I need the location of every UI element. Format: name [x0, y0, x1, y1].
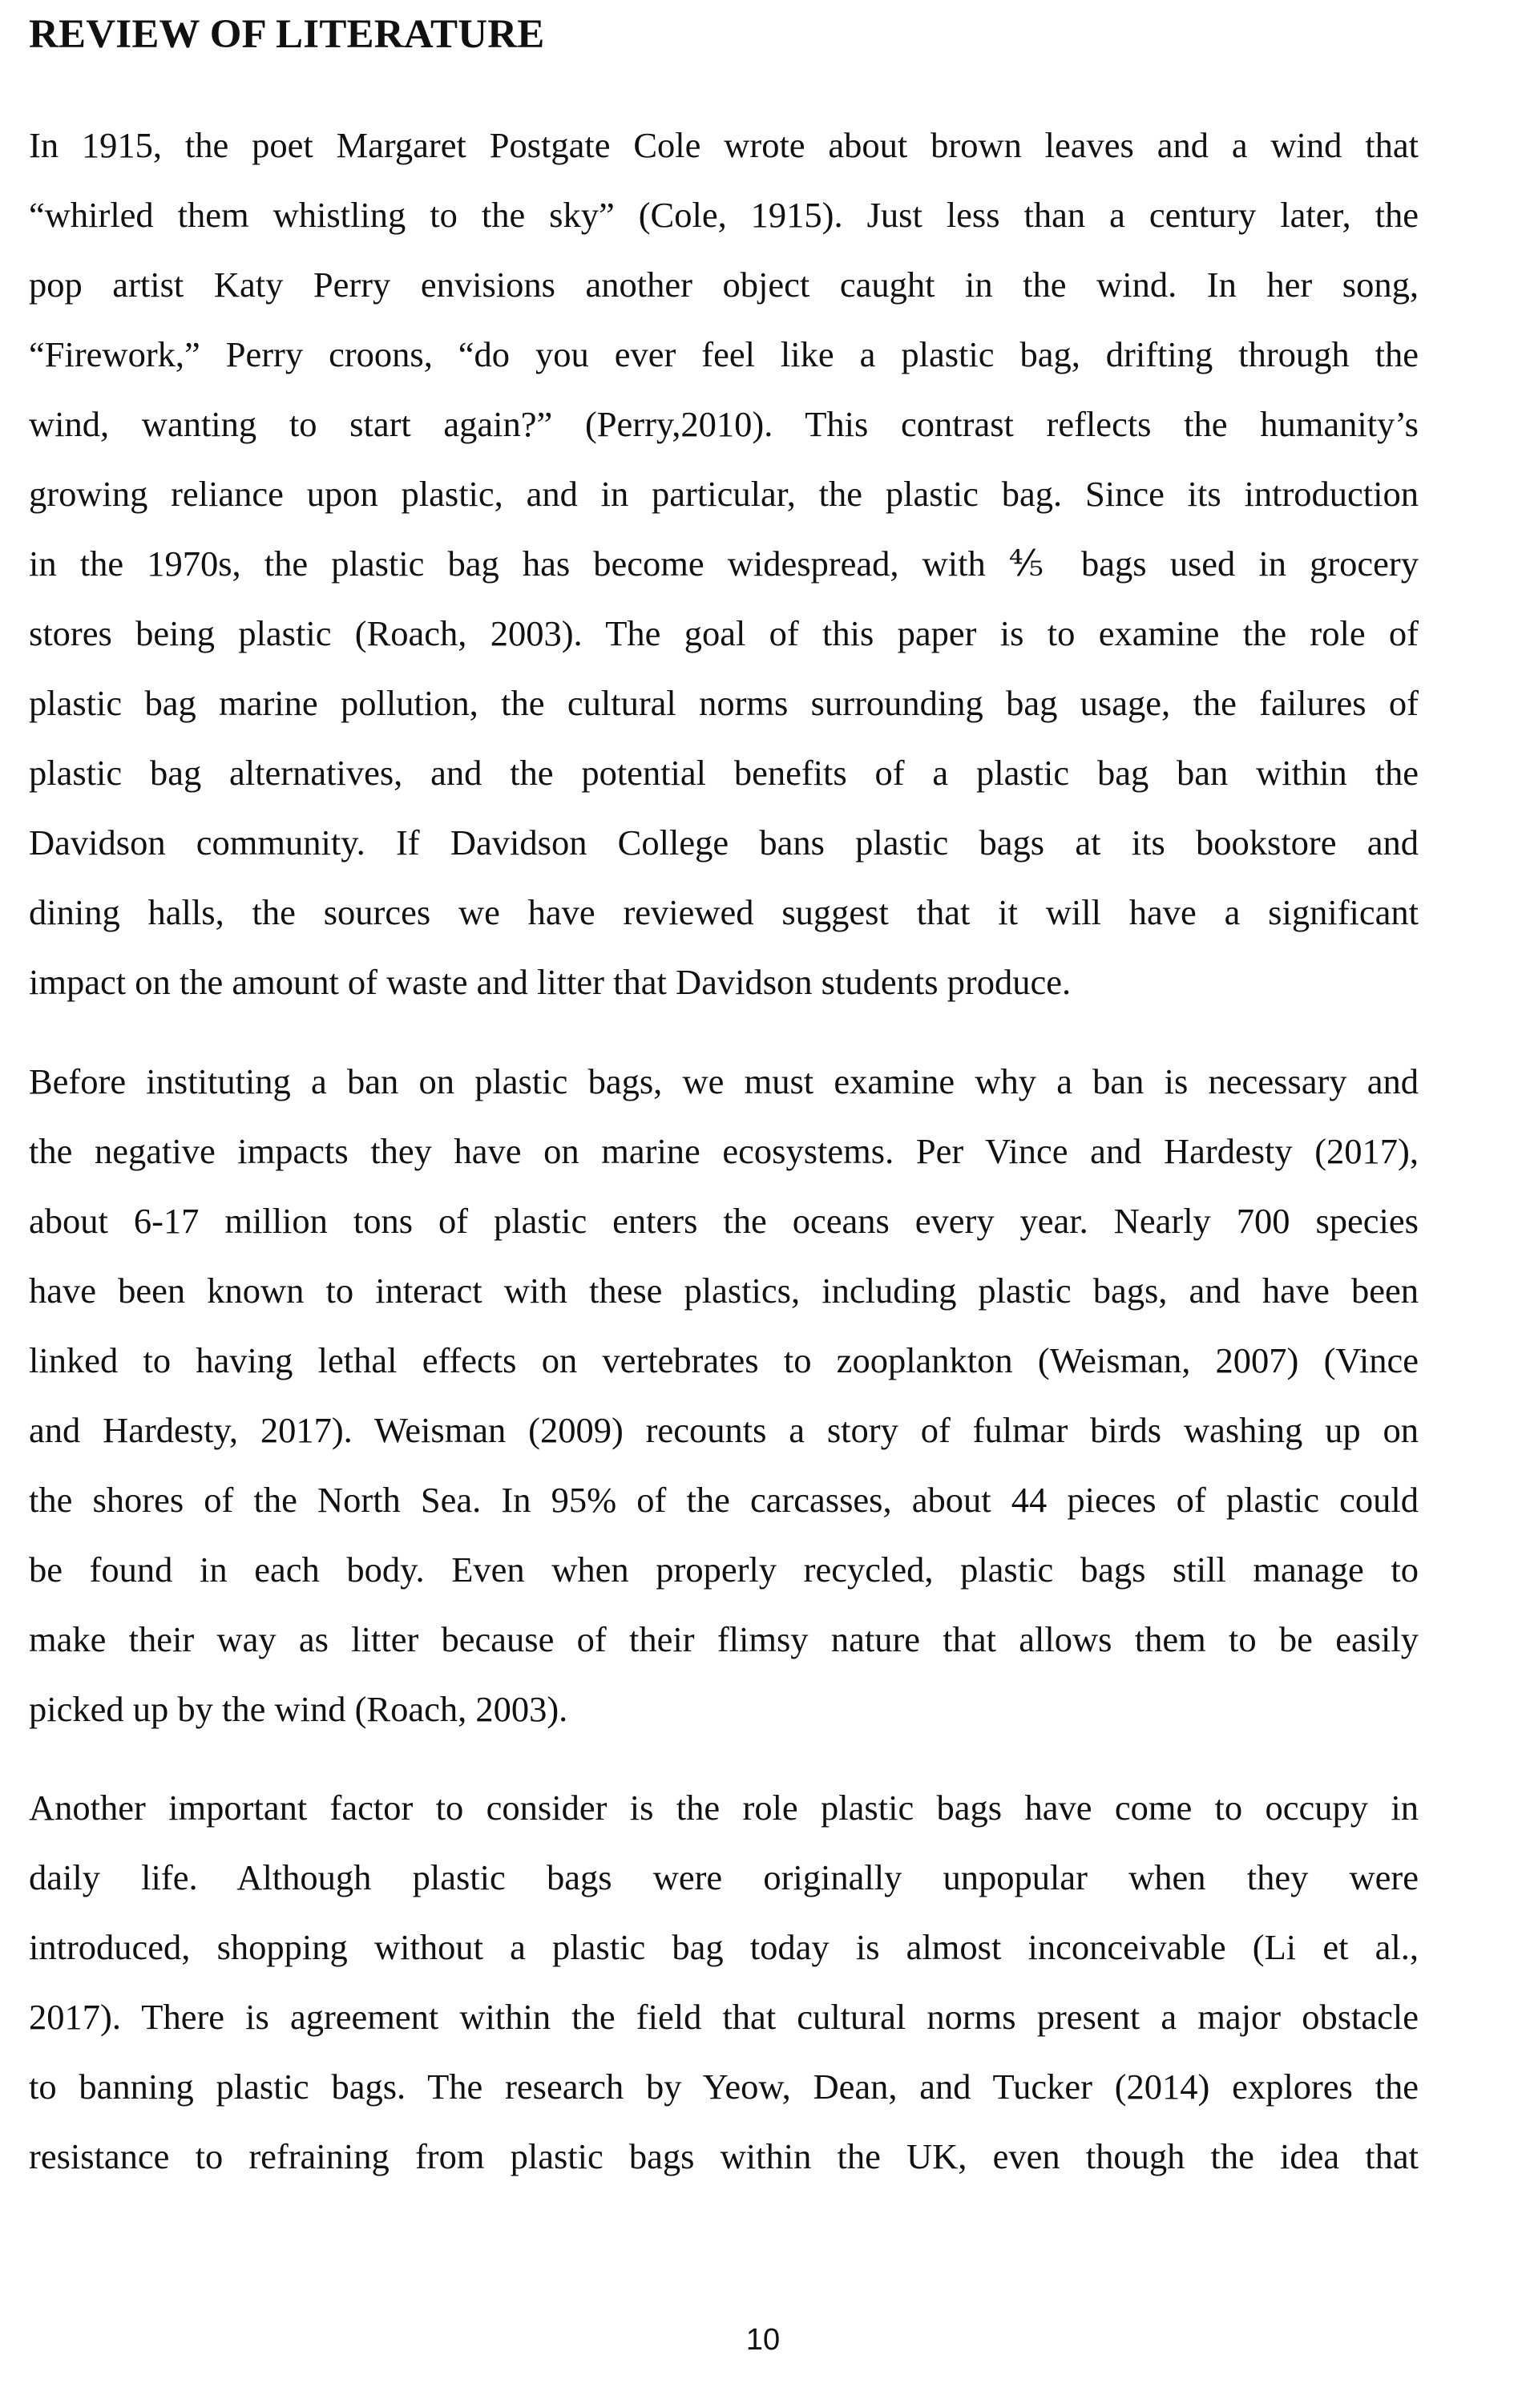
text-line: linked to having lethal effects on vertebrates to zooplankton (Weisman, 2007) (Vince — [29, 1340, 1419, 1380]
text-line: wind, wanting to start again?” (Perry,2010). This contrast reflects the humanity’s — [29, 404, 1419, 444]
text-line: “whirled them whistling to the sky” (Cole, 1915). Just less than a century later, the — [29, 195, 1419, 235]
text-line: and Hardesty, 2017). Weisman (2009) recounts a story of fulmar birds washing up on — [29, 1410, 1419, 1450]
text-line: be found in each body. Even when properly recycled, plastic bags still manage to — [29, 1549, 1419, 1590]
text-line: to banning plastic bags. The research by Yeow, Dean, and Tucker (2014) explores the — [29, 2067, 1419, 2107]
text-line: the shores of the North Sea. In 95% of the carcasses, about 44 pieces of plastic could — [29, 1480, 1419, 1520]
text-line: plastic bag alternatives, and the potential benefits of a plastic bag ban within the — [29, 753, 1419, 793]
text-line: daily life. Although plastic bags were originally unpopular when they were — [29, 1857, 1419, 1897]
text-line: stores being plastic (Roach, 2003). The goal of this paper is to examine the role of — [29, 613, 1419, 653]
text-line: plastic bag marine pollution, the cultural norms surrounding bag usage, the failures of — [29, 683, 1419, 723]
paragraph-2 — [29, 1047, 1419, 1744]
text-line: In 1915, the poet Margaret Postgate Cole wrote about brown leaves and a wind that — [29, 125, 1419, 165]
text-line: introduced, shopping without a plastic bag today is almost inconceivable (Li et al., — [29, 1927, 1419, 1967]
page-number: 10 — [745, 2323, 781, 2357]
text-line: have been known to interact with these plastics, including plastic bags, and have been — [29, 1271, 1419, 1311]
text-line: Another important factor to consider is the role plastic bags have come to occupy in — [29, 1788, 1419, 1828]
text-line: “Firework,” Perry croons, “do you ever feel like a plastic bag, drifting through the — [29, 334, 1419, 374]
paragraph-3 — [29, 1773, 1419, 2192]
text-line: about 6-17 million tons of plastic enters the oceans every year. Nearly 700 species — [29, 1201, 1419, 1241]
text-line: the negative impacts they have on marine ecosystems. Per Vince and Hardesty (2017), — [29, 1131, 1419, 1171]
text-line: make their way as litter because of their flimsy nature that allows them to be easily — [29, 1619, 1419, 1659]
text-line: dining halls, the sources we have reviewed suggest that it will have a significant — [29, 892, 1419, 932]
text-line: in the 1970s, the plastic bag has become widespread, with ⅘ bags used in grocery — [29, 543, 1419, 584]
text-line: Davidson community. If Davidson College bans plastic bags at its bookstore and — [29, 822, 1419, 863]
paragraph-1 — [29, 111, 1419, 1017]
text-line: impact on the amount of waste and litter that Davidson students produce. — [29, 962, 1072, 1002]
text-line: growing reliance upon plastic, and in particular, the plastic bag. Since its introduction — [29, 474, 1419, 514]
text-line: 2017). There is agreement within the field that cultural norms present a major obstacle — [29, 1997, 1419, 2037]
text-line: resistance to refraining from plastic bags within the UK, even though the idea that — [29, 2136, 1419, 2176]
text-line: Before instituting a ban on plastic bags, we must examine why a ban is necessary and — [29, 1061, 1419, 1101]
text-line: pop artist Katy Perry envisions another object caught in the wind. In her song, — [29, 265, 1419, 305]
section-heading: REVIEW OF LITERATURE — [29, 12, 545, 57]
text-line: picked up by the wind (Roach, 2003). — [29, 1689, 568, 1729]
